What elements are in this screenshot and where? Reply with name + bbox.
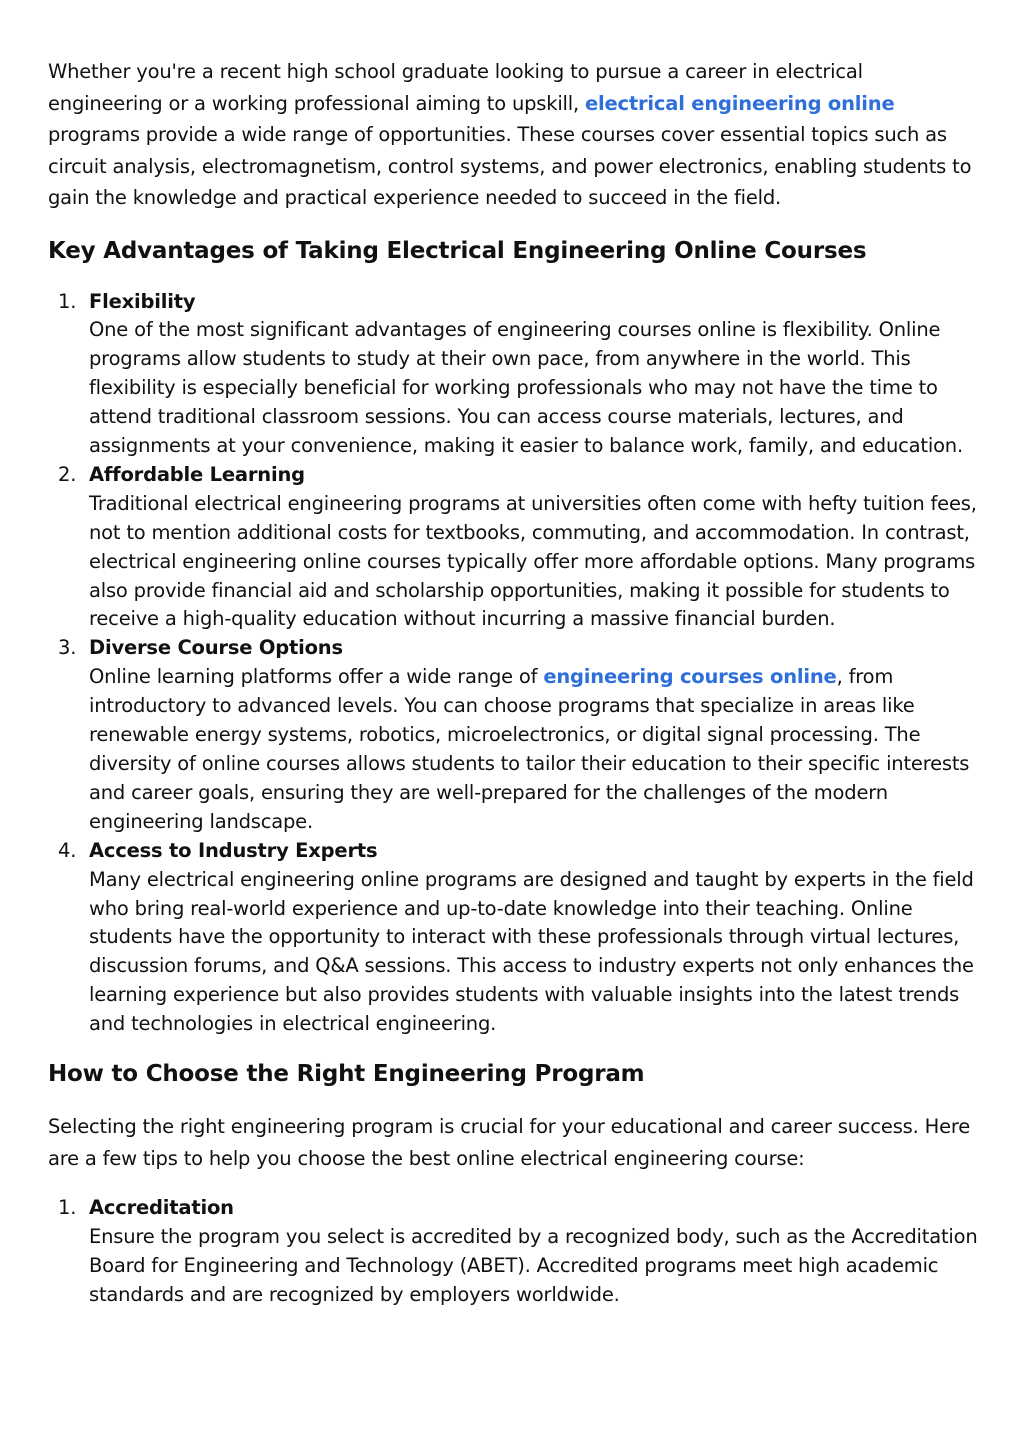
electrical-engineering-online-link[interactable]: electrical engineering online <box>585 91 895 115</box>
document-page <box>48 56 978 1310</box>
item-body-diverse-course-options <box>89 663 978 836</box>
section-heading-choose-program: How to Choose the Right Engineering Program <box>48 1061 645 1088</box>
advantages-list <box>48 288 978 1040</box>
item-title-affordable-learning: Affordable Learning <box>89 462 305 486</box>
item-body-accreditation: Ensure the program you select is accredited by a recognized body, such as the Accreditation Board for Engineering and Technology (ABET). Accredited programs meet high academic standards and are recognized by employers worldwide. <box>89 1224 978 1306</box>
list-item <box>48 288 978 461</box>
list-item <box>48 461 978 634</box>
list-item <box>48 1194 978 1310</box>
item-body-text-before: Online learning platforms offer a wide range of <box>89 665 544 689</box>
tips-list <box>48 1194 978 1310</box>
item-body-text-after: , from introductory to advanced levels. You can choose programs that specialize in areas like renewable energy systems, robotics, microelectronics, or digital signal processing. The diversity of online courses allows students to tailor their education to their specific interests and career goals, ensuring they are well-prepared for the challenges of the modern engineering landscape. <box>89 665 970 833</box>
item-title-accreditation: Accreditation <box>89 1196 234 1220</box>
choose-program-intro: Selecting the right engineering program is crucial for your educational and career success. Here are a few tips to help you choose the best online electrical engineering course: <box>48 1115 971 1170</box>
item-body-affordable-learning: Traditional electrical engineering programs at universities often come with hefty tuition fees, not to mention additional costs for textbooks, commuting, and accommodation. In contrast, electrical engineering online courses typically offer more affordable options. Many programs also provide financial aid and scholarship opportunities, making it possible for students to receive a high-quality education without incurring a massive financial burden. <box>89 491 977 631</box>
item-title-flexibility: Flexibility <box>89 289 196 313</box>
item-title-access-to-industry-experts: Access to Industry Experts <box>89 838 378 862</box>
list-number: 1. <box>58 1196 77 1220</box>
list-number: 4. <box>58 838 77 862</box>
list-item <box>48 837 978 1039</box>
intro-paragraph <box>48 56 978 214</box>
intro-text-before: Whether you're a recent high school graduate looking to pursue a career in electrical engineering or a working professional aiming to upskill, <box>48 60 863 115</box>
section-heading-key-advantages: Key Advantages of Taking Electrical Engineering Online Courses <box>48 237 867 264</box>
item-title-diverse-course-options: Diverse Course Options <box>89 636 343 660</box>
engineering-courses-online-link[interactable]: engineering courses online <box>543 665 837 689</box>
list-number: 2. <box>58 462 77 486</box>
list-number: 3. <box>58 636 77 660</box>
list-number: 1. <box>58 289 77 313</box>
list-item <box>48 634 978 836</box>
intro-text-after: programs provide a wide range of opportunities. These courses cover essential topics such as circuit analysis, electromagnetism, control systems, and power electronics, enabling students to gain the knowledge and practical experience needed to succeed in the field. <box>48 123 972 209</box>
item-body-access-to-industry-experts: Many electrical engineering online programs are designed and taught by experts in the field who bring real-world experience and up-to-date knowledge into their teaching. Online students have the opportunity to interact with these professionals through virtual lectures, discussion forums, and Q&A sessions. This access to industry experts not only enhances the learning experience but also provides students with valuable insights into the latest trends and technologies in electrical engineering. <box>89 867 974 1036</box>
item-body-flexibility: One of the most significant advantages of engineering courses online is flexibility. Online programs allow students to study at their own pace, from anywhere in the world. This flexibility is especially beneficial for working professionals who may not have the time to attend traditional classroom sessions. You can access course materials, lectures, and assignments at your convenience, making it easier to balance work, family, and education. <box>89 318 963 458</box>
